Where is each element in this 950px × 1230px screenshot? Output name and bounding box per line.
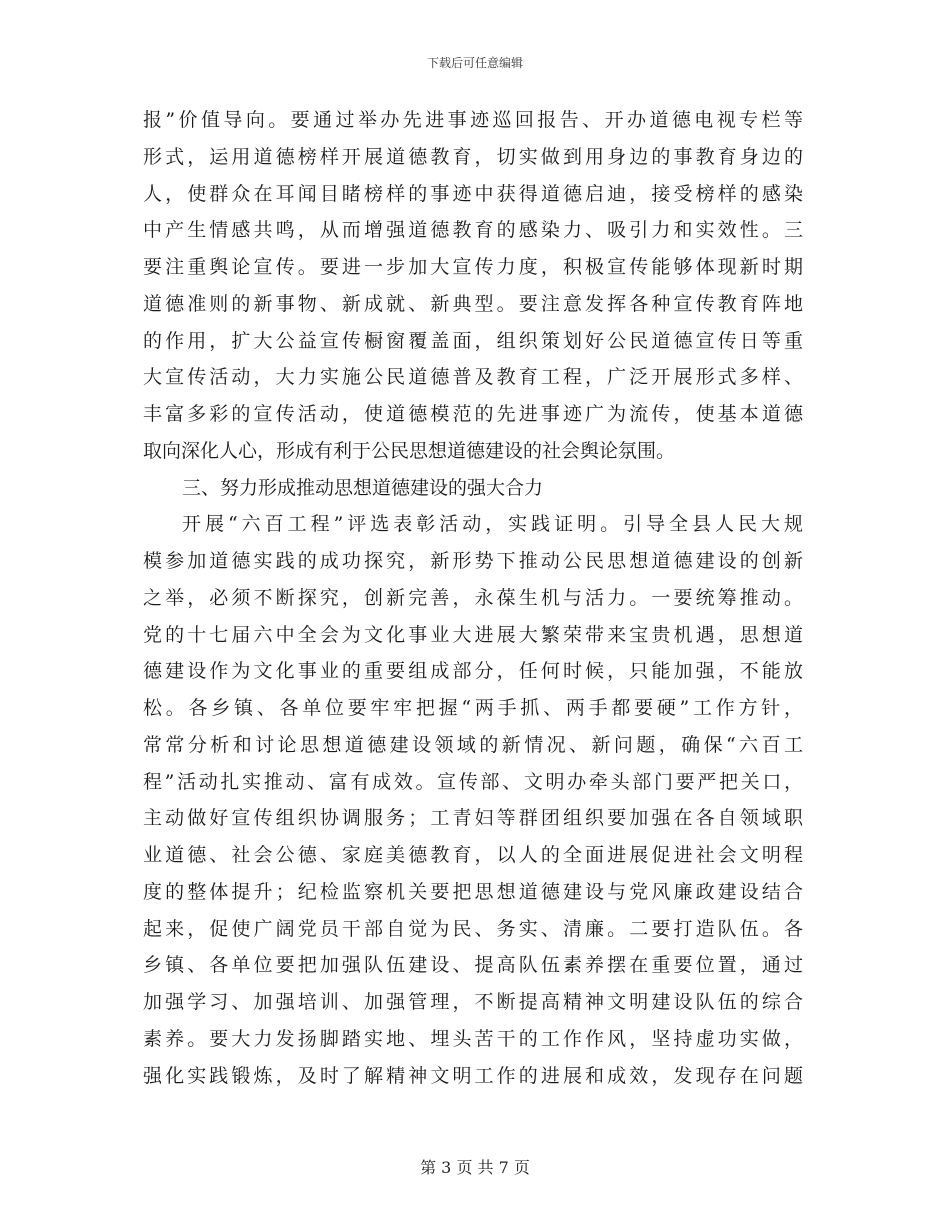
- text-line: 加强学习、加强培训、加强管理，不断提高精神文明建设队伍的综合: [143, 991, 803, 1013]
- text-line: 度的整体提升；纪检监察机关要把思想道德建设与党风廉政建设结合: [143, 880, 803, 903]
- text-line: 业道德、社会公德、家庭美德教育，以人的全面进展促进社会文明程: [143, 844, 803, 866]
- page-header-note: 下载后可任意编辑: [426, 56, 523, 70]
- text-line: 道德准则的新事物、新成就、新典型。要注意发挥各种宣传教育阵地: [143, 292, 803, 315]
- document-body: [143, 102, 803, 1094]
- text-line: 松。各乡镇、各单位要牢牢把握“两手抓、两手都要硬”工作方针，: [143, 697, 803, 719]
- text-line: 程”活动扎实推动、富有成效。宣传部、文明办牵头部门要严把关口，: [143, 770, 803, 793]
- text-line: 人，使群众在耳闻目睹榜样的事迹中获得道德启迪，接受榜样的感染: [143, 182, 803, 205]
- text-line: 强化实践锻炼，及时了解精神文明工作的进展和成效，发现存在问题: [143, 1064, 803, 1087]
- text-line: 取向深化人心，形成有利于公民思想道德建设的社会舆论氛围。: [143, 439, 676, 462]
- text-line: 要注重舆论宣传。要进一步加大宣传力度，积极宣传能够体现新时期: [143, 256, 803, 278]
- text-line: 报”价值导向。要通过举办先进事迹巡回报告、开办道德电视专栏等: [143, 109, 803, 131]
- section-heading: 三、努力形成推动思想道德建设的强大合力: [182, 476, 544, 499]
- text-line: 丰富多彩的宣传活动，使道德模范的先进事迹广为流传，使基本道德: [143, 403, 803, 425]
- text-line: 模参加道德实践的成功探究，新形势下推动公民思想道德建设的创新: [143, 550, 803, 572]
- text-line: 主动做好宣传组织协调服务；工青妇等群团组织要加强在各自领域职: [143, 807, 803, 830]
- text-line: 党的十七届六中全会为文化事业大进展大繁荣带来宝贵机遇，思想道: [143, 623, 803, 646]
- text-line: 起来，促使广阔党员干部自觉为民、务实、清廉。二要打造队伍。各: [143, 917, 803, 940]
- text-line: 的作用，扩大公益宣传橱窗覆盖面，组织策划好公民道德宣传日等重: [143, 329, 803, 352]
- text-line: 开展“六百工程”评选表彰活动，实践证明。引导全县人民大规: [182, 513, 803, 536]
- text-line: 常常分析和讨论思想道德建设领域的新情况、新问题，确保“六百工: [143, 733, 803, 756]
- text-line: 素养。要大力发扬脚踏实地、埋头苦干的工作作风，坚持虚功实做，: [143, 1027, 803, 1050]
- text-line: 形式，运用道德榜样开展道德教育，切实做到用身边的事教育身边的: [143, 145, 803, 168]
- page-number-footer: 第 3 页 共 7 页: [420, 1158, 530, 1177]
- text-line: 之举，必须不断探究，创新完善，永葆生机与活力。一要统筹推动。: [143, 586, 803, 609]
- text-line: 中产生情感共鸣，从而增强道德教育的感染力、吸引力和实效性。三: [143, 219, 803, 242]
- text-line: 乡镇、各单位要把加强队伍建设、提高队伍素养摆在重要位置，通过: [143, 954, 803, 977]
- text-line: 大宣传活动，大力实施公民道德普及教育工程，广泛开展形式多样、: [143, 366, 803, 389]
- text-line: 德建设作为文化事业的重要组成部分，任何时候，只能加强，不能放: [143, 660, 803, 683]
